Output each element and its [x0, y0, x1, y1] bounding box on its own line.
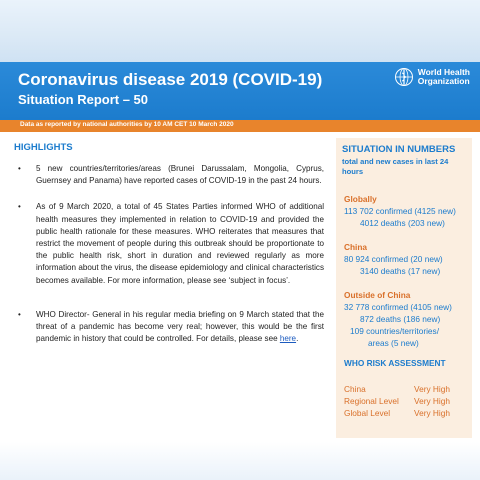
who-emblem-icon [394, 67, 414, 87]
risk-level: Very High [414, 396, 450, 406]
china-deaths: 3140 deaths (17 new) [360, 266, 441, 276]
highlight-item [14, 163, 324, 187]
risk-level: Very High [414, 408, 450, 418]
risk-label: China [344, 384, 366, 394]
highlight-text: As of 9 March 2020, a total of 45 States Parties informed WHO of additional health measures they implemented in relation to COVID-19 and provided the public health rationale for these measures. WHO reiterates that measures that restrict the movement of people during this outbreak should be proportionate to the public health risk, short in duration and reviewed regularly as more information about the virus, the disease epidemiology and clinical characteristics becomes available. For more information, please see ‘subject in focus’. [36, 202, 324, 285]
china-confirmed: 80 924 confirmed (20 new) [344, 254, 443, 264]
china-label: China [344, 242, 368, 252]
org-name-line2: Organization [417, 76, 470, 86]
risk-title: WHO RISK ASSESSMENT [344, 358, 446, 368]
globally-label: Globally [344, 194, 377, 204]
risk-row-china [344, 384, 450, 394]
situation-panel [336, 138, 472, 438]
data-date-bar [0, 120, 480, 132]
who-logo-text [418, 68, 470, 86]
top-image-band [0, 0, 480, 62]
report-header [0, 62, 480, 120]
highlight-item [14, 201, 324, 286]
risk-level: Very High [414, 384, 450, 394]
highlight-text: WHO Director- General in his regular media briefing on 9 March stated that the threat of a pandemic has become very real; however, this would be the first pandemic in history that could be controlled. For details, please see [36, 309, 324, 344]
outside-china-label: Outside of China [344, 290, 411, 300]
outside-areas-line2: areas (5 new) [368, 338, 419, 348]
who-logo [394, 64, 470, 90]
page-body [0, 132, 480, 480]
risk-label: Regional Level [344, 396, 399, 406]
highlight-text: 5 new countries/territories/areas (Brunei Darussalam, Mongolia, Cyprus, Guernsey and Panama) have reported cases of COVID-19 in the past 24 hours. [36, 164, 324, 186]
globally-confirmed: 113 702 confirmed (4125 new) [344, 206, 456, 216]
report-subtitle: Situation Report – 50 [18, 92, 149, 107]
data-date-text: Data as reported by national authorities by 10 AM CET 10 March 2020 [20, 121, 234, 128]
report-title: Coronavirus disease 2019 (COVID-19) [18, 70, 323, 89]
link-suffix: . [296, 334, 299, 344]
bullet-icon: • [18, 202, 21, 212]
here-link[interactable]: here [279, 334, 297, 344]
situation-title: SITUATION IN NUMBERS [342, 144, 456, 155]
outside-confirmed: 32 778 confirmed (4105 new) [344, 302, 452, 312]
bullet-icon: • [18, 164, 21, 173]
risk-label: Global Level [344, 408, 391, 418]
situation-subtitle: total and new cases in last 24 hours [342, 157, 449, 176]
highlights-section [14, 138, 324, 359]
org-name-line1: World Health [417, 67, 470, 77]
highlights-title: HIGHLIGHTS [14, 142, 73, 153]
highlight-item [14, 309, 324, 346]
outside-deaths: 872 deaths (186 new) [360, 314, 441, 324]
risk-row-global [344, 408, 450, 418]
risk-row-regional [344, 396, 450, 406]
highlights-list [14, 163, 324, 345]
bullet-icon: • [18, 309, 21, 319]
bottom-image-band [0, 442, 480, 480]
outside-areas-line1: 109 countries/territories/ [350, 326, 440, 336]
globally-deaths: 4012 deaths (203 new) [360, 218, 445, 228]
